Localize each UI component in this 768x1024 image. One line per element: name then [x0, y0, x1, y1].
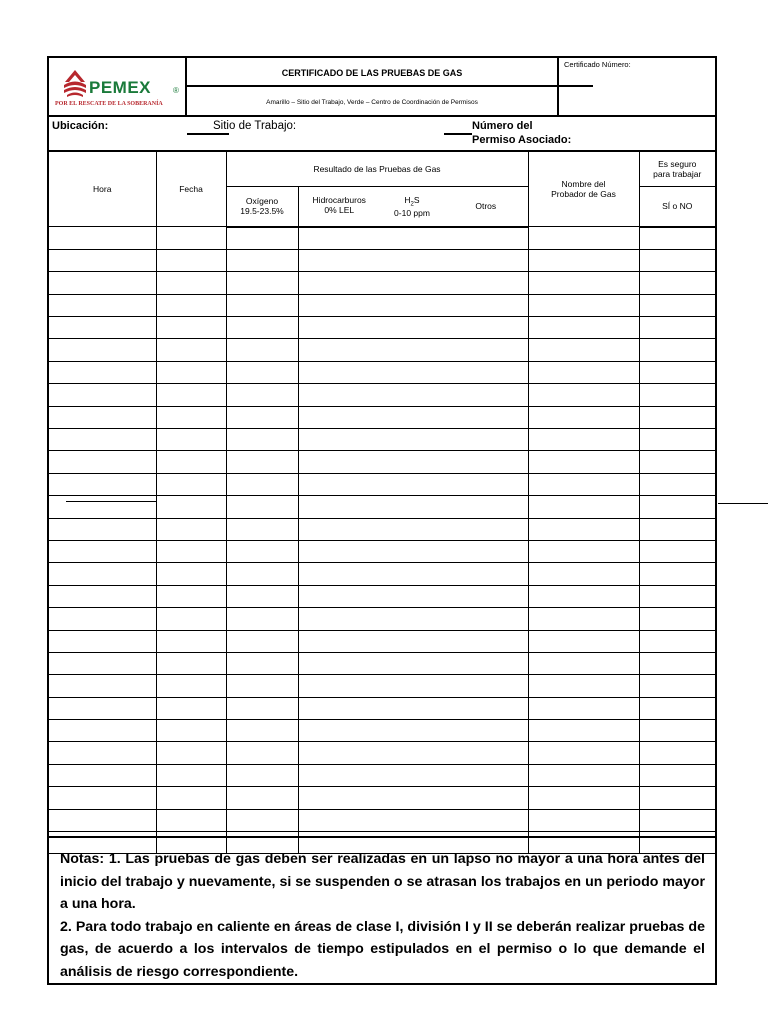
table-cell[interactable]	[156, 697, 226, 719]
logo-tagline: POR EL RESCATE DE LA SOBERANÍA	[55, 101, 163, 107]
table-cell[interactable]	[298, 608, 384, 630]
table-cell[interactable]	[528, 406, 639, 428]
certificate-number-label: Certificado Número:	[564, 60, 631, 69]
table-cell[interactable]	[49, 608, 156, 630]
gas-test-certificate-form	[47, 56, 717, 985]
table-cell[interactable]	[528, 384, 639, 406]
table-cell[interactable]	[226, 742, 298, 764]
table-cell[interactable]	[384, 496, 444, 518]
table-cell[interactable]	[384, 272, 444, 294]
nombre-line2: Probador de Gas	[551, 189, 616, 199]
table-cell[interactable]	[444, 429, 528, 451]
registered-mark: ®	[173, 86, 179, 95]
column-header-hidro-h2s	[298, 187, 444, 227]
table-cell[interactable]	[639, 563, 715, 585]
table-cell[interactable]	[298, 720, 384, 742]
location-row	[49, 117, 715, 150]
table-cell[interactable]	[639, 787, 715, 809]
table-cell[interactable]	[444, 540, 528, 562]
table-cell[interactable]	[444, 809, 528, 831]
table-cell[interactable]	[444, 339, 528, 361]
table-cell[interactable]	[444, 720, 528, 742]
table-cell[interactable]	[384, 764, 444, 786]
notes-section	[49, 836, 715, 983]
table-cell[interactable]	[528, 742, 639, 764]
table-cell[interactable]	[156, 451, 226, 473]
table-cell[interactable]	[384, 429, 444, 451]
table-row	[49, 272, 715, 294]
table-cell[interactable]	[49, 361, 156, 383]
h2s-header	[394, 195, 430, 218]
table-row	[49, 563, 715, 585]
column-header-seguro	[639, 152, 715, 187]
table-cell[interactable]	[444, 697, 528, 719]
table-cell[interactable]	[384, 652, 444, 674]
table-row	[49, 429, 715, 451]
table-cell[interactable]	[639, 652, 715, 674]
table-cell[interactable]	[639, 227, 715, 250]
table-cell[interactable]	[384, 384, 444, 406]
table-cell[interactable]	[444, 518, 528, 540]
table-cell[interactable]	[384, 809, 444, 831]
table-cell[interactable]	[444, 496, 528, 518]
table-cell[interactable]	[156, 764, 226, 786]
table-row	[49, 720, 715, 742]
table-row	[49, 294, 715, 316]
table-cell[interactable]	[528, 272, 639, 294]
hidrocarburos-header	[313, 195, 366, 218]
table-cell[interactable]	[384, 227, 444, 250]
form-header	[49, 58, 715, 115]
table-cell[interactable]	[49, 249, 156, 271]
table-cell[interactable]	[298, 563, 384, 585]
divider	[444, 133, 472, 135]
table-cell[interactable]	[156, 227, 226, 250]
table-cell[interactable]	[156, 473, 226, 495]
table-cell[interactable]	[444, 608, 528, 630]
table-row	[49, 764, 715, 786]
table-cell[interactable]	[298, 317, 384, 339]
table-cell[interactable]	[226, 294, 298, 316]
table-cell[interactable]	[444, 317, 528, 339]
table-cell[interactable]	[639, 384, 715, 406]
table-row	[49, 317, 715, 339]
note-1: Notas: 1. Las pruebas de gas deben ser realizadas en un lapso no mayor a una hora antes del inicio del trabajo y nuevamente, si se suspenden o se atrasan los trabajos en un periodo mayor a una hora.	[60, 851, 705, 913]
table-cell[interactable]	[156, 429, 226, 451]
table-cell[interactable]	[639, 585, 715, 607]
table-row	[49, 339, 715, 361]
column-header-si-no: SÍ o NO	[639, 187, 715, 227]
table-cell[interactable]	[444, 787, 528, 809]
table-cell[interactable]	[298, 809, 384, 831]
table-cell[interactable]	[49, 742, 156, 764]
table-cell[interactable]	[156, 720, 226, 742]
table-cell[interactable]	[156, 585, 226, 607]
table-cell[interactable]	[298, 697, 384, 719]
table-cell[interactable]	[49, 451, 156, 473]
table-cell[interactable]	[298, 652, 384, 674]
table-cell[interactable]	[49, 227, 156, 250]
column-header-resultado: Resultado de las Pruebas de Gas	[226, 152, 528, 187]
table-cell[interactable]	[298, 518, 384, 540]
table-row	[49, 809, 715, 831]
table-cell[interactable]	[49, 496, 156, 518]
table-cell[interactable]	[298, 272, 384, 294]
table-cell[interactable]	[49, 406, 156, 428]
table-row	[49, 540, 715, 562]
table-cell[interactable]	[528, 540, 639, 562]
table-cell[interactable]	[639, 518, 715, 540]
table-cell[interactable]	[528, 764, 639, 786]
table-cell[interactable]	[444, 406, 528, 428]
table-row	[49, 473, 715, 495]
table-cell[interactable]	[639, 809, 715, 831]
table-cell[interactable]	[49, 473, 156, 495]
table-cell[interactable]	[298, 764, 384, 786]
table-cell[interactable]	[156, 294, 226, 316]
table-cell[interactable]	[298, 742, 384, 764]
table-cell[interactable]	[639, 697, 715, 719]
table-cell[interactable]	[49, 518, 156, 540]
divider	[187, 133, 229, 135]
table-cell[interactable]	[298, 294, 384, 316]
table-cell[interactable]	[298, 406, 384, 428]
table-cell[interactable]	[298, 630, 384, 652]
table-cell[interactable]	[49, 272, 156, 294]
table-cell[interactable]	[49, 384, 156, 406]
table-cell[interactable]	[226, 675, 298, 697]
table-row	[49, 742, 715, 764]
table-cell[interactable]	[49, 630, 156, 652]
table-cell[interactable]	[639, 451, 715, 473]
table-cell[interactable]	[226, 652, 298, 674]
table-cell[interactable]	[49, 764, 156, 786]
oxigeno-line1: Oxígeno	[245, 196, 279, 207]
table-row	[49, 585, 715, 607]
table-cell[interactable]	[156, 317, 226, 339]
table-cell[interactable]	[298, 249, 384, 271]
table-cell[interactable]	[639, 496, 715, 518]
table-cell[interactable]	[384, 294, 444, 316]
table-cell[interactable]	[384, 585, 444, 607]
table-cell[interactable]	[226, 585, 298, 607]
table-cell[interactable]	[384, 540, 444, 562]
divider	[519, 85, 593, 87]
permiso-asociado-label	[472, 119, 571, 147]
table-row	[49, 787, 715, 809]
table-cell[interactable]	[49, 675, 156, 697]
table-cell[interactable]	[528, 787, 639, 809]
table-cell[interactable]	[49, 652, 156, 674]
table-cell[interactable]	[226, 272, 298, 294]
table-cell[interactable]	[528, 697, 639, 719]
table-cell[interactable]	[444, 361, 528, 383]
table-cell[interactable]	[444, 294, 528, 316]
hidro-line1: Hidrocarburos	[312, 194, 366, 205]
sitio-trabajo-label: Sitio de Trabajo:	[213, 120, 297, 132]
table-cell[interactable]	[384, 406, 444, 428]
table-cell[interactable]	[639, 742, 715, 764]
note-2: 2. Para todo trabajo en caliente en áreas de clase I, división I y II se deberán realizar pruebas de gas, de acuerdo a los intervalos de tiempo estipulados en el permiso o lo que demande el análisis de riesgo correspondiente.	[60, 918, 705, 980]
table-cell[interactable]	[528, 361, 639, 383]
column-header-oxigeno	[226, 187, 298, 227]
table-cell[interactable]	[298, 473, 384, 495]
table-cell[interactable]	[384, 720, 444, 742]
table-cell[interactable]	[49, 809, 156, 831]
table-cell[interactable]	[639, 339, 715, 361]
table-cell[interactable]	[156, 406, 226, 428]
table-cell[interactable]	[298, 585, 384, 607]
table-cell[interactable]	[444, 384, 528, 406]
table-cell[interactable]	[49, 429, 156, 451]
table-cell[interactable]	[156, 384, 226, 406]
table-cell[interactable]	[639, 249, 715, 271]
table-cell[interactable]	[528, 227, 639, 250]
table-cell[interactable]	[384, 630, 444, 652]
table-cell[interactable]	[444, 227, 528, 250]
table-row	[49, 675, 715, 697]
table-cell[interactable]	[298, 787, 384, 809]
table-cell[interactable]	[384, 608, 444, 630]
table-cell[interactable]	[384, 563, 444, 585]
table-cell[interactable]	[639, 361, 715, 383]
form-subtitle: Amarillo – Sitio del Trabajo, Verde – Centro de Coordinación de Permisos	[266, 99, 478, 106]
table-cell[interactable]	[528, 249, 639, 271]
table-cell[interactable]	[444, 630, 528, 652]
table-row	[49, 361, 715, 383]
table-cell[interactable]	[226, 540, 298, 562]
table-cell[interactable]	[49, 339, 156, 361]
table-cell[interactable]	[226, 563, 298, 585]
table-cell[interactable]	[528, 720, 639, 742]
table-cell[interactable]	[156, 272, 226, 294]
table-cell[interactable]	[226, 339, 298, 361]
table-cell[interactable]	[384, 361, 444, 383]
pemex-logo	[49, 58, 187, 115]
table-cell[interactable]	[298, 361, 384, 383]
table-cell[interactable]	[226, 406, 298, 428]
table-cell[interactable]	[226, 496, 298, 518]
table-cell[interactable]	[444, 249, 528, 271]
table-cell[interactable]	[226, 361, 298, 383]
table-row	[49, 496, 715, 518]
table-cell[interactable]	[384, 339, 444, 361]
table-cell[interactable]	[298, 429, 384, 451]
table-cell[interactable]	[528, 339, 639, 361]
table-cell[interactable]	[384, 451, 444, 473]
table-cell[interactable]	[226, 764, 298, 786]
table-cell[interactable]	[298, 540, 384, 562]
table-cell[interactable]	[156, 540, 226, 562]
table-cell[interactable]	[226, 249, 298, 271]
table-cell[interactable]	[298, 675, 384, 697]
table-cell[interactable]	[226, 608, 298, 630]
table-cell[interactable]	[226, 697, 298, 719]
table-cell[interactable]	[226, 518, 298, 540]
table-cell[interactable]	[49, 585, 156, 607]
table-row	[49, 652, 715, 674]
column-header-fecha: Fecha	[156, 152, 226, 227]
table-row	[49, 608, 715, 630]
table-cell[interactable]	[639, 406, 715, 428]
table-cell[interactable]	[156, 518, 226, 540]
table-row	[49, 518, 715, 540]
table-cell[interactable]	[444, 272, 528, 294]
table-cell[interactable]	[298, 384, 384, 406]
certificate-number-field[interactable]	[557, 58, 715, 115]
table-cell[interactable]	[384, 697, 444, 719]
gas-test-table	[49, 152, 715, 854]
table-cell[interactable]	[639, 540, 715, 562]
seguro-line2: para trabajar	[653, 169, 702, 179]
table-cell[interactable]	[156, 675, 226, 697]
table-cell[interactable]	[49, 697, 156, 719]
table-cell[interactable]	[528, 294, 639, 316]
table-cell[interactable]	[156, 809, 226, 831]
table-cell[interactable]	[49, 540, 156, 562]
table-cell[interactable]	[384, 675, 444, 697]
table-cell[interactable]	[528, 429, 639, 451]
table-cell[interactable]	[528, 608, 639, 630]
h2s-h: H	[404, 194, 411, 205]
table-cell[interactable]	[156, 630, 226, 652]
ubicacion-label: Ubicación:	[52, 120, 109, 132]
table-cell[interactable]	[384, 787, 444, 809]
table-cell[interactable]	[226, 317, 298, 339]
table-cell[interactable]	[156, 496, 226, 518]
table-cell[interactable]	[639, 675, 715, 697]
table-cell[interactable]	[639, 608, 715, 630]
table-cell[interactable]	[528, 473, 639, 495]
table-cell[interactable]	[298, 451, 384, 473]
h2s-range: 0-10 ppm	[394, 207, 430, 218]
table-cell[interactable]	[226, 227, 298, 250]
table-cell[interactable]	[639, 473, 715, 495]
table-cell[interactable]	[444, 652, 528, 674]
table-cell[interactable]	[156, 608, 226, 630]
pemex-eagle-icon	[61, 68, 89, 98]
table-cell[interactable]	[444, 473, 528, 495]
h2s-s: S	[413, 194, 420, 205]
table-cell[interactable]	[226, 809, 298, 831]
table-row	[49, 406, 715, 428]
table-cell[interactable]	[49, 787, 156, 809]
table-cell[interactable]	[49, 720, 156, 742]
table-cell[interactable]	[156, 249, 226, 271]
table-row	[49, 697, 715, 719]
table-cell[interactable]	[528, 630, 639, 652]
table-row	[49, 451, 715, 473]
table-cell[interactable]	[444, 451, 528, 473]
table-cell[interactable]	[528, 518, 639, 540]
table-cell[interactable]	[528, 585, 639, 607]
column-header-nombre	[528, 152, 639, 227]
table-cell[interactable]	[528, 809, 639, 831]
table-cell[interactable]	[156, 787, 226, 809]
table-cell[interactable]	[528, 675, 639, 697]
table-row	[49, 249, 715, 271]
table-cell[interactable]	[639, 429, 715, 451]
table-cell[interactable]	[528, 317, 639, 339]
form-title: CERTIFICADO DE LAS PRUEBAS DE GAS	[187, 58, 557, 87]
table-cell[interactable]	[444, 675, 528, 697]
table-cell[interactable]	[528, 652, 639, 674]
table-cell[interactable]	[226, 384, 298, 406]
column-header-hora: Hora	[49, 152, 156, 227]
divider	[66, 501, 156, 502]
h2s-sub: 2	[410, 201, 414, 208]
table-row	[49, 227, 715, 250]
table-cell[interactable]	[639, 764, 715, 786]
table-cell[interactable]	[156, 361, 226, 383]
table-cell[interactable]	[639, 630, 715, 652]
seguro-line1: Es seguro	[658, 159, 697, 169]
table-cell[interactable]	[226, 451, 298, 473]
table-cell[interactable]	[156, 339, 226, 361]
table-cell[interactable]	[528, 496, 639, 518]
table-cell[interactable]	[298, 496, 384, 518]
divider	[718, 503, 768, 504]
table-cell[interactable]	[226, 429, 298, 451]
table-cell[interactable]	[444, 764, 528, 786]
table-cell[interactable]	[444, 742, 528, 764]
table-cell[interactable]	[639, 294, 715, 316]
table-cell[interactable]	[49, 317, 156, 339]
permiso-label-line1: Número del	[472, 120, 533, 132]
table-cell[interactable]	[639, 272, 715, 294]
table-cell[interactable]	[226, 630, 298, 652]
permiso-label-line2: Permiso Asociado:	[472, 134, 572, 146]
table-row	[49, 630, 715, 652]
table-cell[interactable]	[528, 451, 639, 473]
table-cell[interactable]	[226, 473, 298, 495]
table-cell[interactable]	[444, 585, 528, 607]
table-cell[interactable]	[298, 227, 384, 250]
table-cell[interactable]	[444, 563, 528, 585]
table-cell[interactable]	[49, 294, 156, 316]
table-cell[interactable]	[384, 249, 444, 271]
table-cell[interactable]	[156, 652, 226, 674]
table-cell[interactable]	[384, 742, 444, 764]
table-cell[interactable]	[384, 317, 444, 339]
table-cell[interactable]	[226, 720, 298, 742]
table-cell[interactable]	[384, 518, 444, 540]
column-header-otros: Otros	[444, 187, 528, 227]
table-cell[interactable]	[156, 563, 226, 585]
table-cell[interactable]	[639, 317, 715, 339]
table-cell[interactable]	[528, 563, 639, 585]
table-cell[interactable]	[49, 563, 156, 585]
table-cell[interactable]	[298, 339, 384, 361]
oxigeno-line2: 19.5-23.5%	[240, 206, 284, 217]
table-row	[49, 384, 715, 406]
table-cell[interactable]	[384, 473, 444, 495]
table-cell[interactable]	[639, 720, 715, 742]
hidro-line2: 0% LEL	[324, 204, 355, 215]
table-cell[interactable]	[226, 787, 298, 809]
logo-wordmark: PEMEX	[89, 78, 152, 97]
table-cell[interactable]	[156, 742, 226, 764]
nombre-line1: Nombre del	[561, 179, 606, 189]
